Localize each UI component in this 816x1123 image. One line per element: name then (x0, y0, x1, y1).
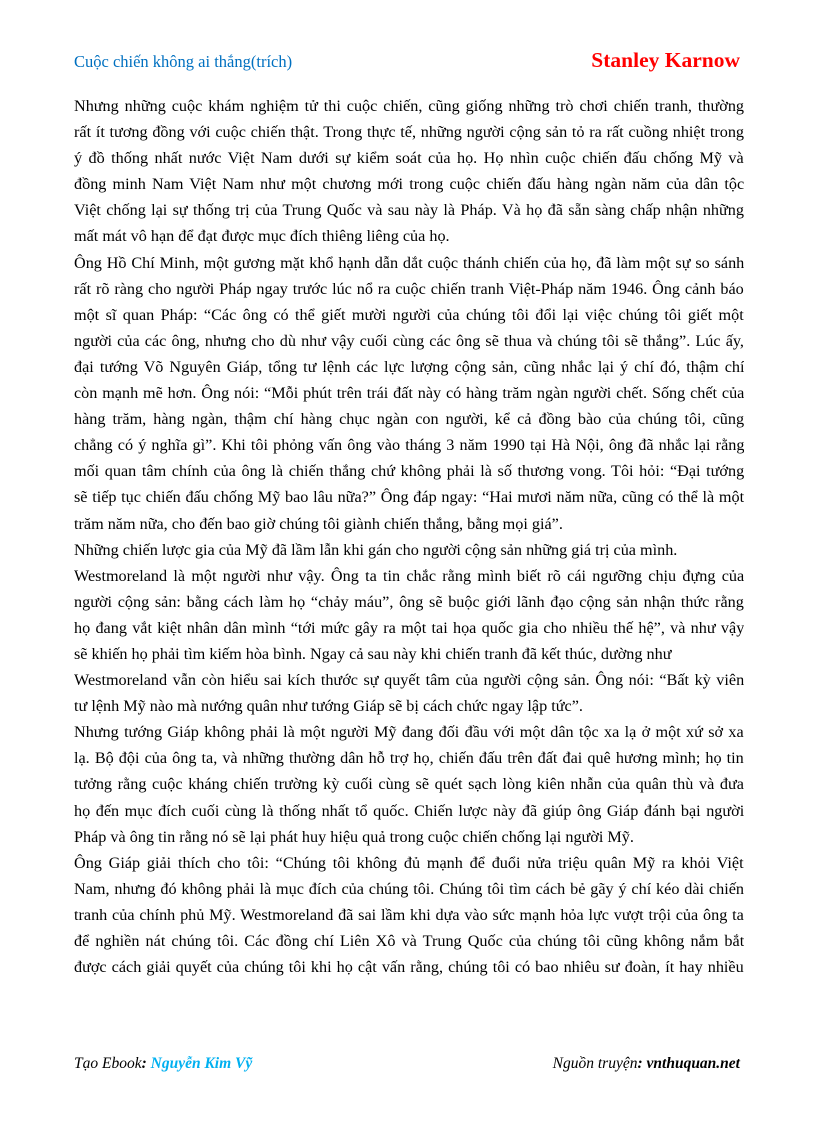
text-line: được cách giải quyết của chúng tôi khi họ cật vấn rằng, chúng tôi có bao nhiêu sư đoàn, ít hay nhiều (74, 958, 744, 977)
body-text (74, 93, 744, 980)
text-line: Westmoreland là một người như vậy. Ông ta tin chắc rằng mình biết rõ cái ngưỡng chịu đựng của (74, 566, 744, 585)
text-line: ý đồ thống nhất nước Việt Nam dưới sự kiểm soát của họ. Họ nhìn cuộc chiến đấu chống Mỹ và (74, 149, 744, 168)
text-line: Ông Hồ Chí Minh, một gương mặt khổ hạnh dẫn dắt cuộc thánh chiến của họ, đã làm một sự so sánh (74, 253, 744, 272)
source-credit: Nguồn truyện: vnthuquan.net (552, 1055, 740, 1072)
ebook-credit-label: Tạo Ebook (74, 1055, 142, 1072)
text-line: Việt chống lại sự thống trị của Trung Quốc và sau này là Pháp. Và họ đã sẵn sàng chấp nhận những (74, 201, 744, 220)
text-line: tranh của chính phủ Mỹ. Westmoreland đã sai lầm khi dựa vào sức mạnh hỏa lực vượt trội của ông ta (74, 905, 744, 924)
text-line: còn mạnh mẽ hơn. Ông nói: “Mỗi phút trên trái đất này có hàng trăm ngàn người chết. Sống chết của (74, 384, 744, 403)
text-line: tư lệnh Mỹ nào mà nướng quân như tướng Giáp sẽ bị cách chức ngay lập tức”. (74, 697, 583, 716)
text-line: người của các ông, nhưng cho dù như vậy cuối cùng các ông sẽ thua và chúng tôi sẽ thắng”. Lúc ấy, (74, 331, 744, 350)
text-line: họ đang vắt kiệt nhân dân mình “tới mức gây ra một tai họa quốc gia cho nhiều thế hệ”, và như vậy (74, 618, 744, 637)
author-name: Stanley Karnow (591, 48, 740, 72)
page-footer (74, 1055, 740, 1079)
page-header (74, 46, 740, 78)
text-line: rất rõ ràng cho người Pháp ngay trước lúc nổ ra cuộc chiến tranh Việt-Pháp năm 1946. Ông cảnh báo (74, 279, 744, 298)
text-line: mất mát vô hạn để đạt được mục đích thiêng liêng của họ. (74, 227, 450, 246)
text-line: trăm năm nữa, cho đến bao giờ chúng tôi giành chiến thắng, bằng mọi giá”. (74, 514, 563, 533)
source-site: vnthuquan.net (646, 1055, 740, 1072)
text-line: sẽ tiếp tục chiến đấu chống Mỹ bao lâu nữa?” Ông đáp ngay: “Hai mươi năm nữa, cũng có thể là một (74, 488, 744, 507)
text-line: người cộng sản: bằng cách làm họ “chảy máu”, ông sẽ buộc giới lãnh đạo cộng sản nhận thức rằng (74, 592, 744, 611)
ebook-creator-name: Nguyễn Kim Vỹ (150, 1055, 253, 1072)
text-line: chẳng có ý nghĩa gì”. Khi tôi phỏng vấn ông vào tháng 3 năm 1990 tại Hà Nội, ông đã nhắc lại rằng (74, 436, 744, 455)
text-line: họ đến mục đích cuối cùng là thống nhất tổ quốc. Chiến lược này đã giúp ông Giáp đánh bại người (74, 801, 744, 820)
text-line: Nhưng tướng Giáp không phải là một người Mỹ đang đối đầu với một dân tộc xa lạ ở một xứ sở xa (74, 723, 744, 742)
text-line: Những chiến lược gia của Mỹ đã lầm lẫn khi gán cho người cộng sản những giá trị của mình. (74, 540, 678, 559)
text-line: để nghiền nát chúng tôi. Các đồng chí Liên Xô và Trung Quốc của chúng tôi cũng không nắm bắt (74, 932, 744, 950)
text-line: Westmoreland vẫn còn hiểu sai kích thước sự quyết tâm của người cộng sản. Ông nói: “Bất kỳ viên (74, 671, 744, 690)
text-line: rất ít tương đồng với cuộc chiến thật. Trong thực tế, những người cộng sản tỏ ra rất cuồng nhiệt trong (74, 123, 744, 142)
text-line: Nhưng những cuộc khám nghiệm tử thi cuộc chiến, cũng giống những trò chơi chiến tranh, thường (74, 97, 744, 115)
text-line: hàng trăm, hàng ngàn, thậm chí hàng chục ngàn con người, kể cả đồng bào của chúng tôi, cũng (74, 410, 744, 429)
text-line: đồng minh Nam Việt Nam như một chương mới trong cuộc chiến đấu hàng ngàn năm của dân tộc (74, 175, 744, 194)
document-title: Cuộc chiến không ai thắng(trích) (74, 52, 293, 71)
text-line: Nam, nhưng đó không phải là mục đích của chúng tôi. Chúng tôi tìm cách bẻ gãy ý chí kéo dài chiến (74, 879, 744, 898)
text-line: lạ. Bộ đội của ông ta, và những thường dân hỗ trợ họ, chiến đấu trên đất đai quê hương mình; họ tin (74, 749, 744, 768)
ebook-credit: Tạo Ebook: Nguyễn Kim Vỹ (74, 1055, 253, 1072)
text-line: một sĩ quan Pháp: “Các ông có thể giết mười người của chúng tôi đổi lại việc chúng tôi giết một (74, 305, 744, 324)
text-line: đại tướng Võ Nguyên Giáp, tổng tư lệnh các lực lượng cộng sản, cũng nhắc lại ý chí đó, thậm chí (74, 357, 744, 376)
text-line: Ông Giáp giải thích cho tôi: “Chúng tôi không đủ mạnh để đuổi nửa triệu quân Mỹ ra khỏi Việt (74, 853, 744, 872)
text-line: sẽ khiến họ phải tìm kiếm hòa bình. Ngay cả sau này khi chiến tranh đã kết thúc, dường như (74, 644, 672, 663)
text-line: Pháp và ông tin rằng nó sẽ lại phát huy hiệu quả trong cuộc chiến chống lại người Mỹ. (74, 827, 634, 846)
source-credit-label: Nguồn truyện (552, 1055, 638, 1072)
text-line: mối quan tâm chính của ông là chiến thắng chứ không phải là số thương vong. Tôi hỏi: “Đại tướng (74, 462, 744, 481)
text-line: tưởng rằng cuộc kháng chiến trường kỳ cuối cùng sẽ quét sạch lòng kiên nhẫn của quân thù và đưa (74, 775, 744, 794)
